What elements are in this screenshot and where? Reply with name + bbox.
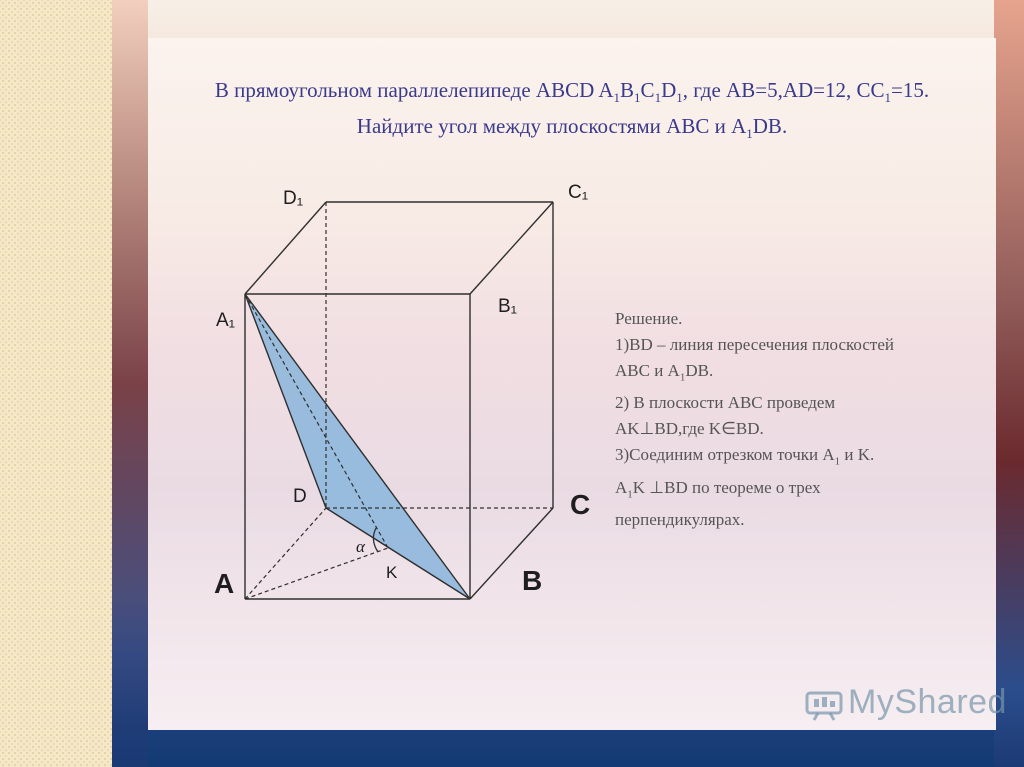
subscript: 1: [676, 90, 683, 106]
solution-text: и K.: [840, 445, 875, 465]
problem-text: В прямоугольном параллелепипеде ABCD A: [214, 78, 614, 102]
subscript: 1: [884, 90, 892, 106]
problem-text: DB.: [752, 114, 788, 139]
solution-block: [615, 306, 975, 533]
problem-text: =15.: [891, 78, 930, 102]
vertex-label-a: A: [214, 568, 235, 599]
subscript: 1: [679, 371, 686, 384]
solution-text: K ⊥BD по теореме о трех: [632, 477, 821, 497]
edge-a-d: [245, 508, 326, 599]
vertex-label-d1: D₁: [283, 188, 304, 209]
solution-step-3-end: перпендикулярах.: [615, 510, 745, 530]
decorative-left-strip: [0, 0, 112, 767]
solution-step-2: 2) В плоскости ABC проведем: [615, 393, 836, 413]
problem-text: B: [620, 78, 635, 102]
subscript: 1: [654, 90, 662, 106]
edge-c1-b1: [470, 202, 553, 294]
solution-step-3-cont: [615, 475, 975, 507]
solution-step-1: 1)BD – линия пересечения плоскостей: [615, 335, 894, 354]
solution-text: A: [615, 477, 628, 497]
myshared-watermark: MyShared: [848, 683, 1007, 721]
slide-frame-right-band: [994, 0, 1024, 767]
vertex-label-c1: C₁: [568, 182, 589, 203]
solution-text: DB.: [685, 361, 714, 380]
vertex-label-c: C: [570, 489, 591, 520]
subscript: 1: [627, 488, 633, 501]
segment-a-k: [245, 548, 388, 599]
slide: [148, 38, 996, 730]
subscript: 1: [834, 455, 841, 468]
solution-step-2-cont: AK⊥BD,где K∈BD.: [615, 419, 764, 439]
vertex-label-d: D: [293, 486, 307, 507]
subscript: 1: [634, 90, 641, 106]
vertex-label-b1: B₁: [498, 296, 518, 317]
solution-step-1-cont: [615, 358, 975, 390]
problem-text: , где AB=5,AD=12, CC: [682, 78, 885, 102]
problem-text: C: [640, 78, 655, 102]
subscript: 1: [613, 90, 621, 106]
problem-text: Найдите угол между плоскостями ABC и A: [356, 114, 747, 139]
angle-label-alpha: α: [356, 537, 365, 556]
vertex-label-a1: A₁: [216, 310, 236, 331]
solution-text: 3)Соединим отрезком точки A: [615, 445, 835, 465]
solution-text: ABC и A: [615, 361, 680, 380]
point-label-k: K: [386, 563, 398, 582]
solution-heading: Решение.: [615, 309, 683, 328]
subscript: 1: [746, 126, 753, 142]
solution-step-3: [615, 442, 975, 474]
myshared-logo-icon: [804, 688, 844, 722]
vertex-label-b: B: [522, 565, 543, 596]
problem-text: D: [661, 78, 677, 102]
edge-a1-d1: [245, 202, 326, 294]
slide-frame-left-band: [112, 0, 148, 767]
